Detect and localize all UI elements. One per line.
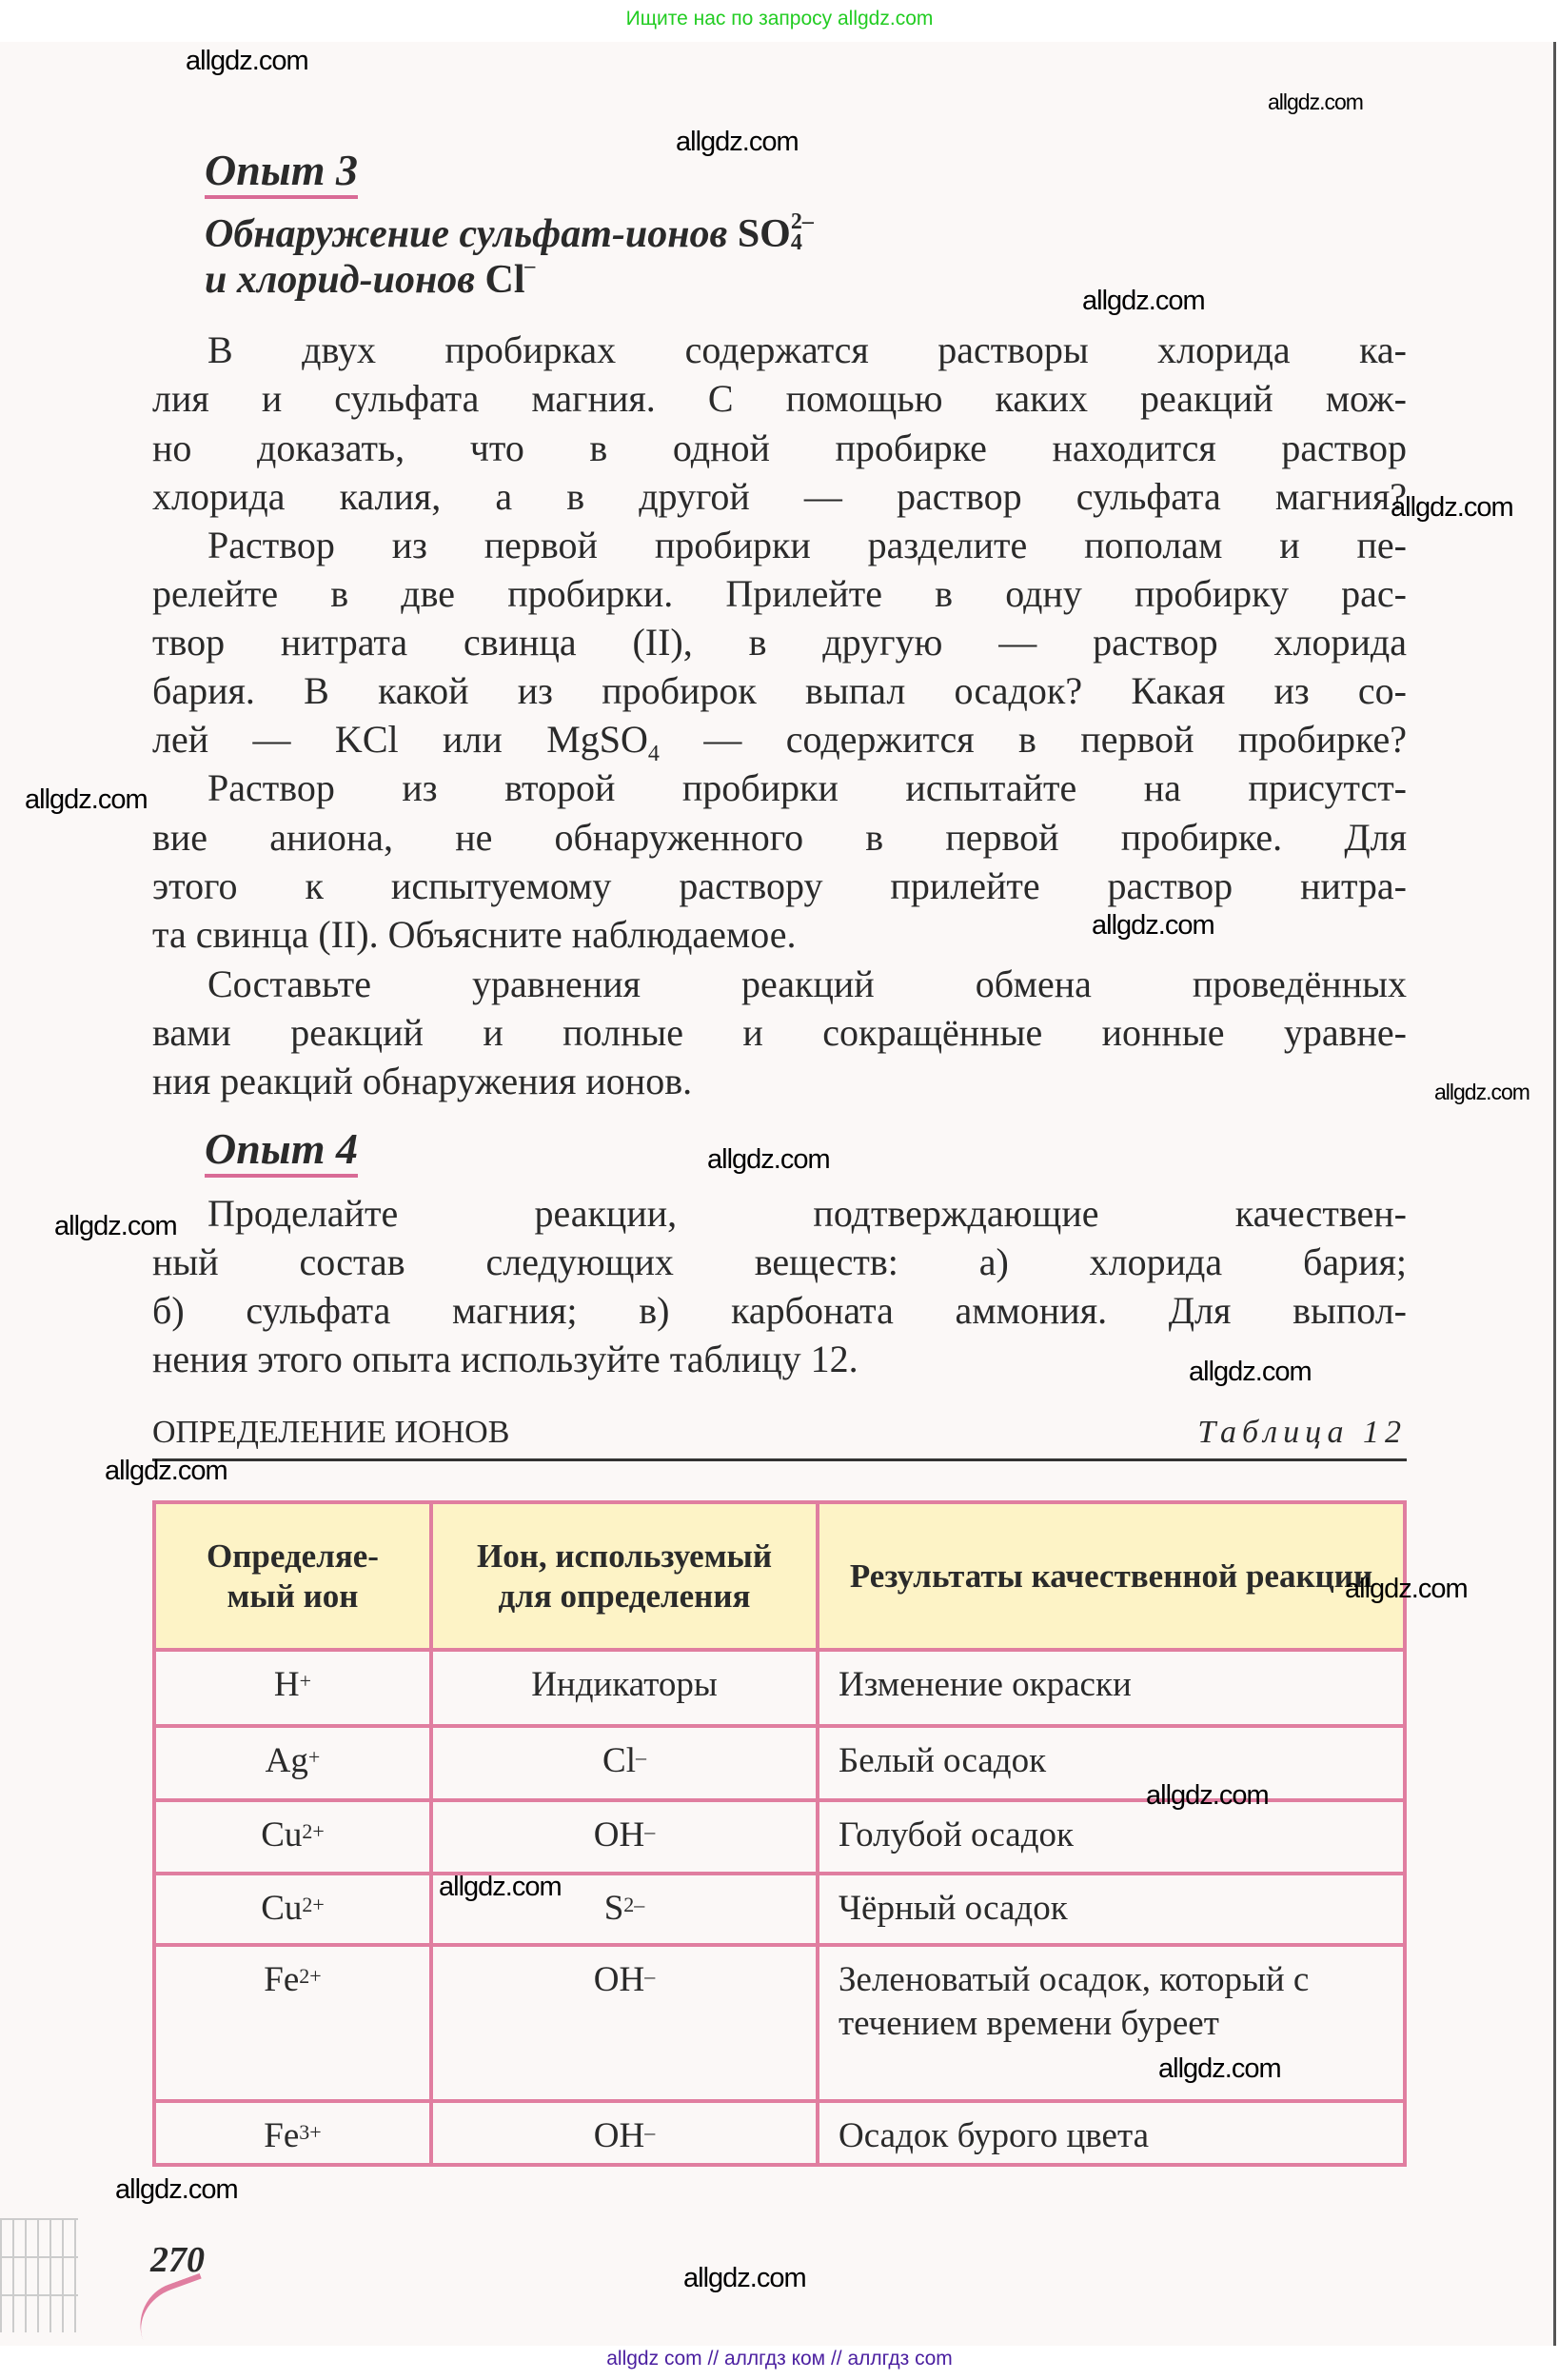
experiment3-subtitle-line2: и хлорид-ионов Cl– <box>205 253 536 302</box>
body-line: б) сульфата магния; в) карбоната аммония. Для выпол- <box>152 1289 1407 1332</box>
table-label: Таблица 12 <box>1197 1415 1407 1450</box>
header-cell: Ион, используемый для определения <box>431 1502 818 1650</box>
watermark: allgdz.com <box>1268 89 1363 114</box>
result-cell: Осадок бурого цвета <box>818 2101 1405 2165</box>
table-row <box>154 2101 1405 2165</box>
body-line: твор нитрата свинца (II), в другую — раствор хлорида <box>152 621 1407 664</box>
watermark: allgdz.com <box>25 784 148 815</box>
result-cell: Чёрный осадок <box>818 1874 1405 1945</box>
experiment3-title: Опыт 3 <box>205 145 358 195</box>
ion-cell: Ag+ <box>154 1726 431 1800</box>
body-line: Проделайте реакции, подтверждающие качествен- <box>207 1192 1407 1235</box>
body-line: вами реакций и полные и сокращённые ионные уравне- <box>152 1011 1407 1054</box>
table-row <box>154 1650 1405 1726</box>
watermark: allgdz.com <box>1092 910 1214 941</box>
body-line: вие аниона, не обнаруженного в первой пробирке. Для <box>152 816 1407 859</box>
reagent-cell: OH– <box>431 1800 818 1874</box>
result-cell: Зеленоватый осадок, который с течением времени буреет <box>818 1945 1405 2101</box>
body-line: Раствор из первой пробирки разделите пополам и пе- <box>207 524 1407 566</box>
ion-cell: H+ <box>154 1650 431 1726</box>
result-cell: Изменение окраски <box>818 1650 1405 1726</box>
body-line: нения этого опыта используйте таблицу 12. <box>152 1338 858 1380</box>
watermark: allgdz.com <box>186 46 308 76</box>
body-line: лия и сульфата магния. С помощью каких реакций мож- <box>152 377 1407 420</box>
ion-cell: $Fe^{2+}$ <box>154 1945 431 2101</box>
watermark: allgdz.com <box>439 1872 562 1902</box>
reagent-cell: Cl– <box>431 1726 818 1800</box>
table-header-row <box>154 1502 1405 1650</box>
watermark: allgdz.com <box>1158 2053 1281 2084</box>
header-cell: Определяе-мый ион <box>154 1502 431 1650</box>
top-banner <box>0 0 1559 42</box>
footer-text: allgdz com // аллгдз ком // аллгдз com <box>606 2348 953 2370</box>
table-caption-title: ОПРЕДЕЛЕНИЕ ИОНОВ <box>152 1415 510 1450</box>
reagent-cell: OH– <box>431 1945 818 2101</box>
body-line: но доказать, что в одной пробирке находится раствор <box>152 426 1407 469</box>
page-number: 270 <box>150 2240 205 2280</box>
body-line: ный состав следующих веществ: а) хлорида бария; <box>152 1240 1407 1283</box>
watermark: allgdz.com <box>1345 1574 1468 1604</box>
watermark: allgdz.com <box>707 1144 830 1175</box>
watermark: allgdz.com <box>676 127 799 157</box>
body-line: бария. В какой из пробирок выпал осадок? Какая из со- <box>152 669 1407 712</box>
body-line-formula: лей — KCl или MgSO$_4$ — содержится в первой пробирке? <box>152 718 1407 766</box>
body-line: этого к испытуемому раствору прилейте раствор нитра- <box>152 864 1407 907</box>
ion-cell: $Cu^{2+}$ <box>154 1800 431 1874</box>
watermark: allgdz.com <box>1434 1080 1529 1104</box>
result-cell: Голубой осадок <box>818 1800 1405 1874</box>
watermark: allgdz.com <box>115 2174 238 2205</box>
watermark: allgdz.com <box>1189 1357 1312 1387</box>
result-cell: Белый осадок <box>818 1726 1405 1800</box>
margin-grid-decoration <box>0 2218 78 2332</box>
watermark: allgdz.com <box>1391 492 1513 523</box>
top-banner-text: Ищите нас по запросу allgdz.com <box>625 8 934 30</box>
body-line: релейте в две пробирки. Прилейте в одну пробирку рас- <box>152 572 1407 615</box>
table-caption <box>152 1415 1407 1461</box>
reagent-cell: Индикаторы <box>431 1650 818 1726</box>
body-line: В двух пробирках содержатся растворы хлорида ка- <box>207 328 1407 371</box>
watermark: allgdz.com <box>105 1456 227 1486</box>
body-line: та свинца (II). Объясните наблюдаемое. <box>152 913 797 956</box>
ion-cell: $Fe^{3+}$ <box>154 2101 431 2165</box>
ion-cell: $Cu^{2+}$ <box>154 1874 431 1945</box>
reagent-cell: $S^{2-}$ <box>431 1874 818 1945</box>
reagent-cell: OH– <box>431 2101 818 2165</box>
experiment3-subtitle-line1: Обнаружение сульфат-ионов SO2– 4 <box>205 209 814 256</box>
watermark: allgdz.com <box>54 1211 177 1241</box>
body-line: Раствор из второй пробирки испытайте на присутст- <box>207 766 1407 809</box>
experiment4-title: Опыт 4 <box>205 1123 358 1174</box>
watermark: allgdz.com <box>683 2263 806 2293</box>
header-cell: Результаты качественной реакции <box>818 1502 1405 1650</box>
body-line: ния реакций обнаружения ионов. <box>152 1060 693 1102</box>
body-line: хлорида калия, а в другой — раствор сульфата магния? <box>152 475 1407 518</box>
watermark: allgdz.com <box>1146 1780 1269 1811</box>
watermark: allgdz.com <box>1082 286 1205 316</box>
table-row <box>154 1874 1405 1945</box>
body-line: Составьте уравнения реакций обмена проведённых <box>207 962 1407 1005</box>
